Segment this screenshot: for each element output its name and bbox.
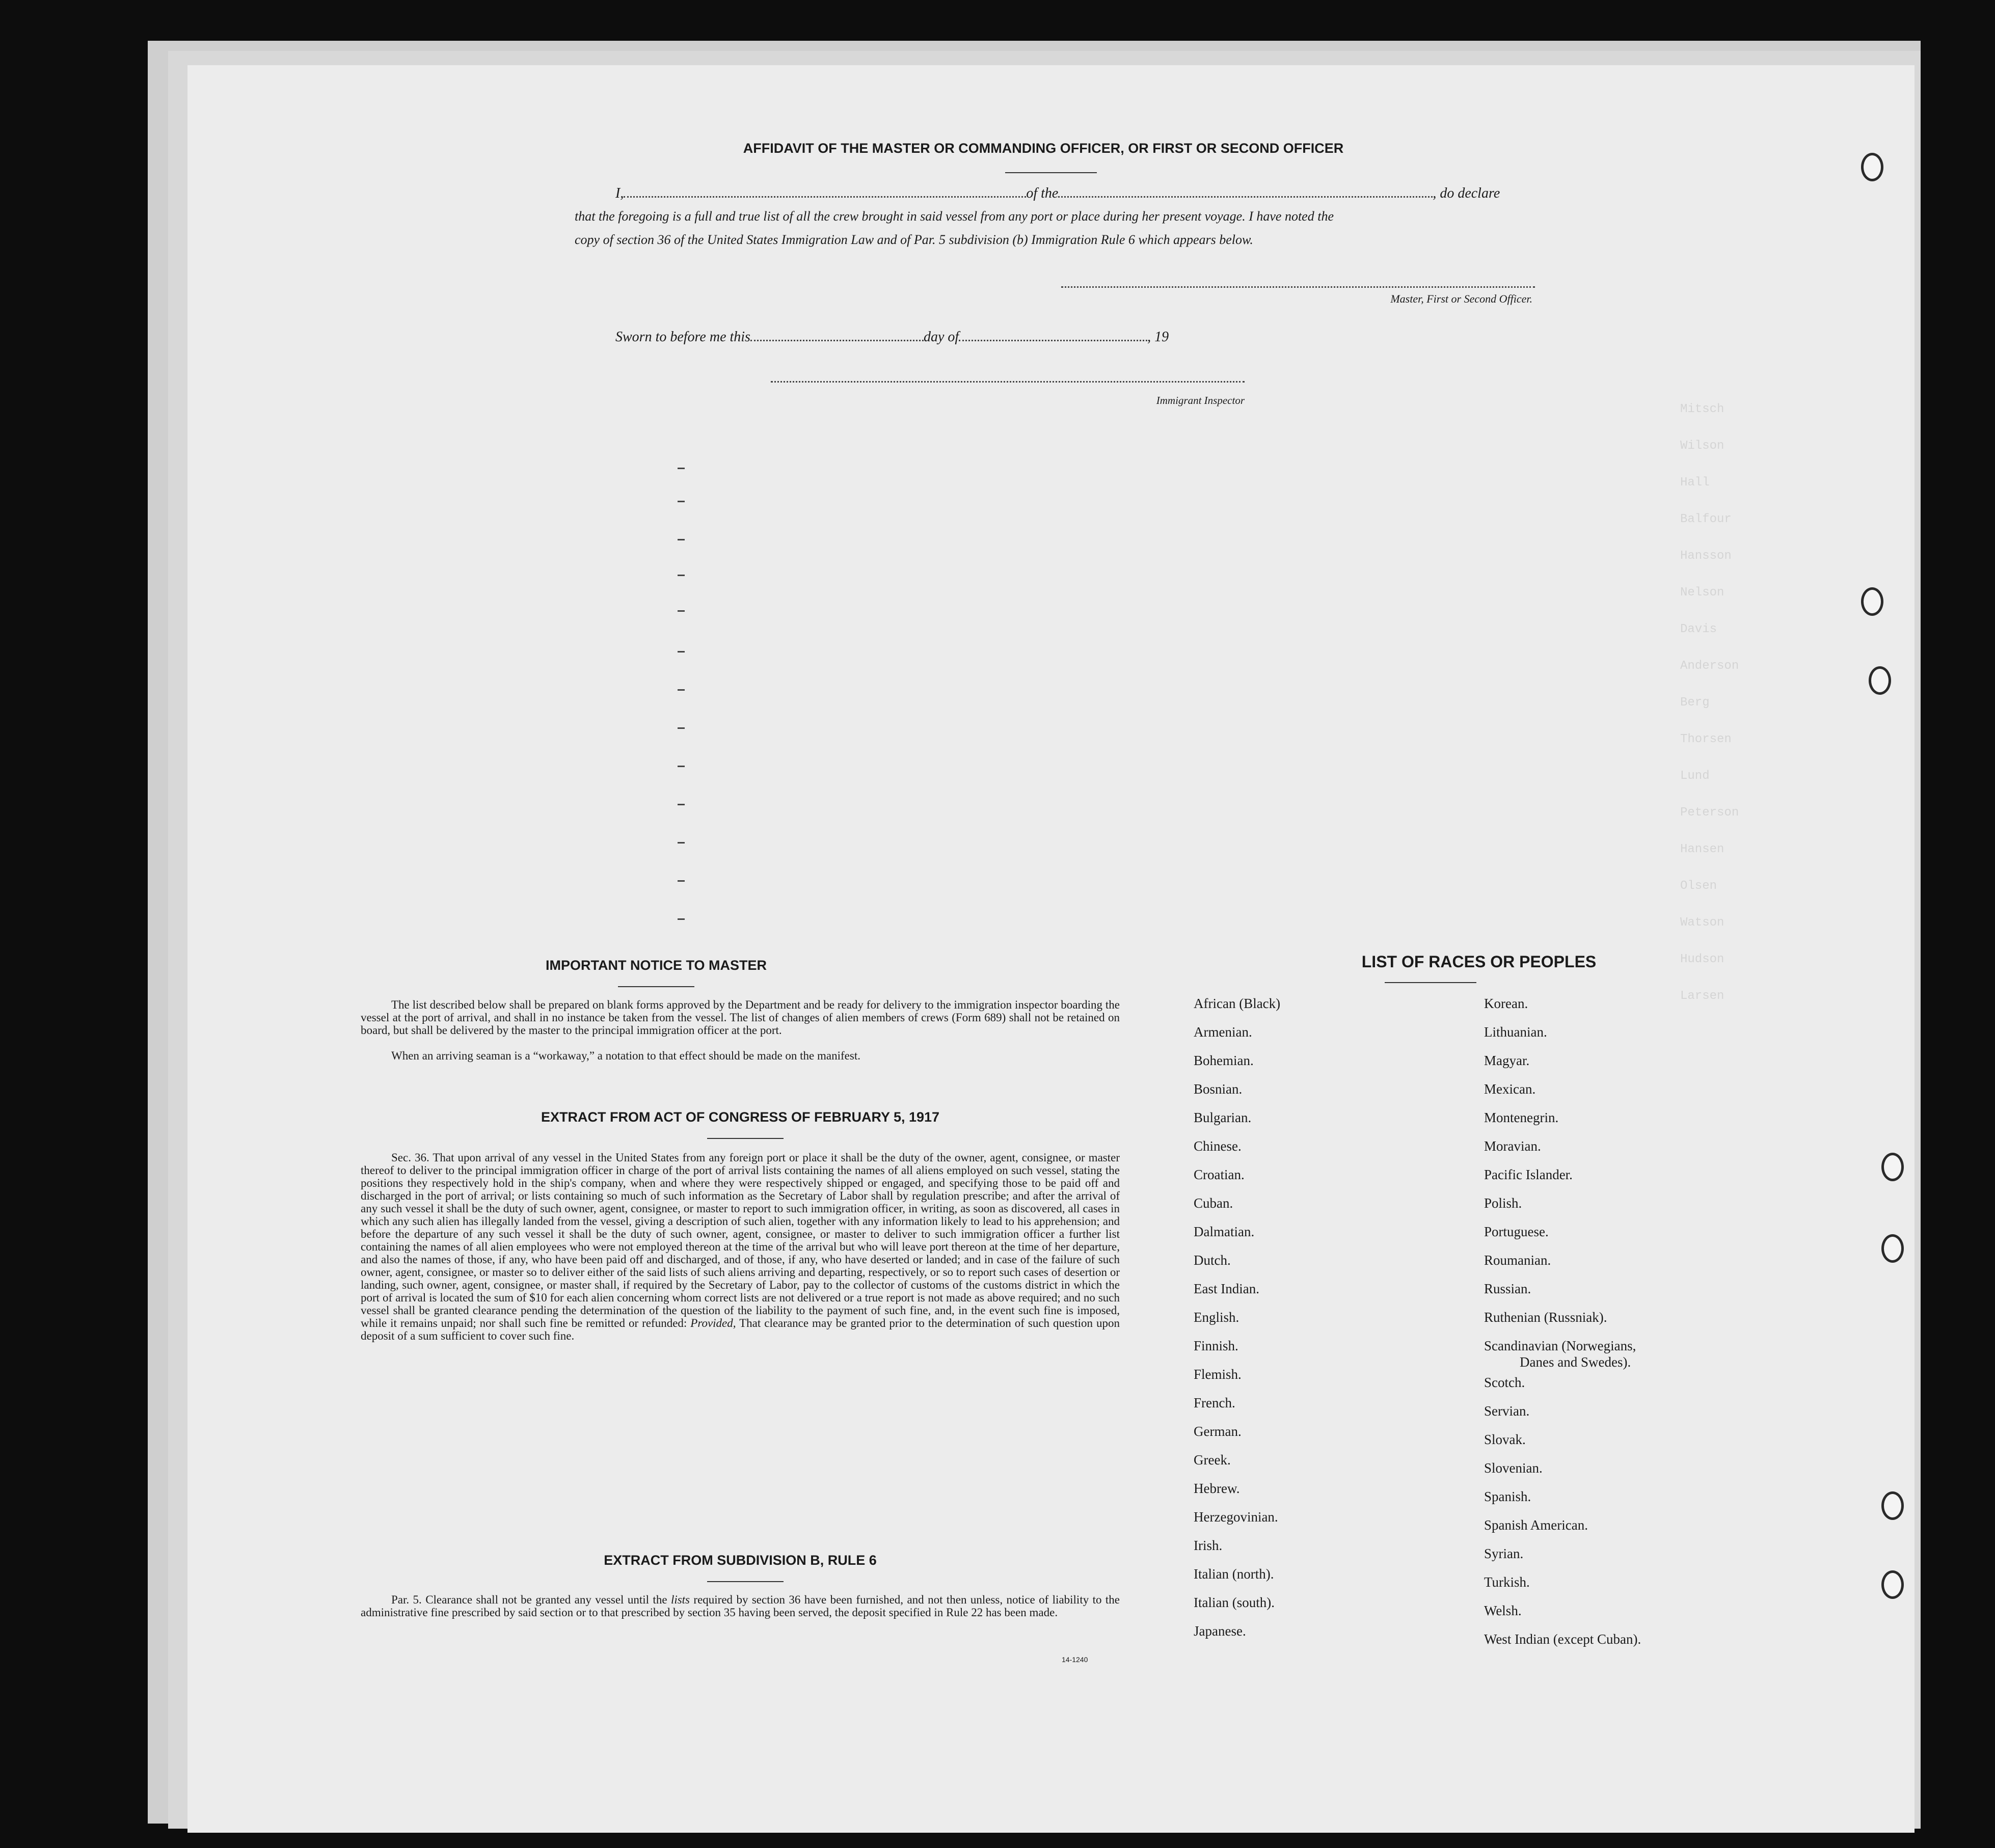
stray-mark (678, 766, 685, 767)
race-item: Cuban. (1194, 1195, 1233, 1211)
race-item: Slovenian. (1484, 1460, 1543, 1476)
notice-paragraph-2 (361, 1049, 1120, 1062)
extract-rule-text (361, 1593, 1120, 1619)
stray-mark (678, 539, 685, 540)
race-item: Hebrew. (1194, 1481, 1240, 1496)
race-item: Ruthenian (Russniak). (1484, 1310, 1607, 1325)
race-item: Flemish. (1194, 1367, 1242, 1382)
race-item: Korean. (1484, 996, 1528, 1011)
sec-36-text: That upon arrival of any vessel in the United States from any foreign port or place it shall be the duty of the owner, agent, consignee, or master thereof to deliver to the principal immigration officer in charge of the port of arrival lists containing the names of all aliens employed on such vessel, stating the positions they respectively hold in the ship's company, when and where they were respectively shipped or engaged, and specifying those to be paid off and discharged in the port of arrival; or lists containing so much of such information as the Secretary of Labor shall by regulation prescribe; and after the arrival of any such vessel it shall be the duty of such owner, agent, consignee, or master to report to such immigration officer, in writing, as soon as discovered, all cases in which any such alien has illegally landed from the vessel, giving a description of such alien, together with any information likely to lead to his apprehension; and before the departure of any such vessel it shall be the duty of such owner, agent, consignee, or master to deliver to such immigration officer a further list containing the names of all alien employees who were not employed thereon at the time of the arrival but who will leave port thereon at the time of her departure, and also the names of those, if any, who have been paid off and discharged, and of those, if any, who have deserted or landed; and in case of the failure of such owner, agent, consignee, or master so to deliver either of the said lists of such aliens arriving and departing, respectively, or so to report such cases of desertion or landing, such owner, agent, consignee, or master shall, if required by the Secretary of Labor, pay to the collector of customs of the customs district in which the port of arrival is located the sum of $10 for each alien concerning whom correct lists are not delivered or a true report is not made as above required; and no such vessel shall be granted clearance pending the determination of the question of the liability to the payment of such fine, and, in the event such fine is imposed, while it remains unpaid; nor shall such fine be remitted or refunded: (361, 1151, 1120, 1329)
race-item: Dalmatian. (1194, 1224, 1255, 1239)
race-item: Chinese. (1194, 1138, 1242, 1154)
affidavit-line3: copy of section 36 of the United States Immigration Law and of Par. 5 subdivision (b) Immigration Rule 6 which appears below. (575, 232, 1253, 247)
sworn-line (615, 329, 1169, 345)
race-item: Scotch. (1484, 1375, 1525, 1390)
inspector-signature-field[interactable] (771, 381, 1245, 383)
i-label: I, (615, 185, 624, 201)
year-label: , 19 (1147, 329, 1169, 345)
sec-36-text-end: That clearance may be granted prior to the determination of such question upon deposit of a sum sufficient to cover such fine. (361, 1317, 1120, 1342)
race-item: Turkish. (1484, 1574, 1530, 1590)
affidavit-line1 (615, 185, 1731, 202)
stray-mark (678, 501, 685, 502)
inspector-caption: Immigrant Inspector (1156, 394, 1245, 406)
stray-mark (678, 804, 685, 805)
extract-rule-rule (707, 1581, 784, 1582)
name-field[interactable] (624, 196, 1026, 198)
sworn-label: Sworn to before me this (615, 329, 750, 345)
race-item: Moravian. (1484, 1138, 1541, 1154)
of-the-label: of the (1026, 185, 1059, 201)
race-item: Croatian. (1194, 1167, 1245, 1182)
extract-act-text (361, 1151, 1120, 1342)
race-item: Polish. (1484, 1195, 1522, 1211)
notice-p1: The list described below shall be prepared on blank forms approved by the Department and be ready for delivery to the immigration inspector boarding the vessel at the port of arrival, and shall in no instance be taken from the vessel. The list of changes of alien members of crews (Form 689) shall not be retained on board, but shall be delivered by the master to the principal immigration officer at the port. (361, 998, 1120, 1037)
binder-hole (1861, 153, 1883, 181)
stray-mark (678, 689, 685, 691)
rule-text-b: required by section 36 have been furnished, and not then unless, notice of liability to the administrative fine prescribed by said section or to that prescribed by section 35 having been served, the deposit specified in Rule 22 has been made. (361, 1593, 1120, 1619)
binder-hole (1869, 666, 1891, 695)
stray-mark (678, 880, 685, 882)
binder-hole (1861, 587, 1883, 616)
extract-rule-title: EXTRACT FROM SUBDIVISION B, RULE 6 (604, 1553, 877, 1568)
race-item: Spanish American. (1484, 1517, 1588, 1533)
stray-mark (678, 468, 685, 469)
race-item: Montenegrin. (1484, 1110, 1559, 1125)
race-item: Dutch. (1194, 1253, 1231, 1268)
race-item: Spanish. (1484, 1489, 1531, 1504)
vessel-field[interactable] (1058, 196, 1433, 198)
race-item: West Indian (except Cuban). (1484, 1632, 1641, 1647)
stray-mark (678, 575, 685, 576)
race-item: Japanese. (1194, 1623, 1246, 1639)
race-item: Finnish. (1194, 1338, 1238, 1353)
race-item: German. (1194, 1424, 1242, 1439)
day-of-label: day of (923, 329, 959, 345)
race-item: Lithuanian. (1484, 1024, 1547, 1040)
stray-mark (678, 727, 685, 729)
race-item: Slovak. (1484, 1432, 1526, 1447)
stray-mark (678, 610, 685, 612)
extract-act-rule (707, 1138, 784, 1139)
sec-label: Sec. 36. (391, 1151, 429, 1164)
master-caption: Master, First or Second Officer. (1390, 292, 1532, 305)
race-item: Armenian. (1194, 1024, 1252, 1040)
race-item: Mexican. (1484, 1081, 1536, 1097)
affidavit-line2: that the foregoing is a full and true list of all the crew brought in said vessel from any port or place during her present voyage. I have noted the (575, 209, 1334, 224)
notice-title: IMPORTANT NOTICE TO MASTER (546, 958, 767, 973)
master-signature-field[interactable] (1061, 286, 1535, 288)
race-item: Irish. (1194, 1538, 1223, 1553)
race-item: English. (1194, 1310, 1239, 1325)
form-page (187, 65, 1915, 1833)
provided-label: Provided, (690, 1317, 736, 1329)
races-column-2 (1484, 989, 1800, 1653)
binder-hole (1881, 1570, 1904, 1599)
race-item: Servian. (1484, 1403, 1530, 1419)
race-item: Syrian. (1484, 1546, 1524, 1561)
notice-paragraph-1 (361, 998, 1120, 1037)
sworn-day-field[interactable] (750, 340, 924, 341)
race-item: Pacific Islander. (1484, 1167, 1573, 1182)
races-column-1 (1194, 989, 1479, 1645)
races-title: LIST OF RACES OR PEOPLES (1361, 953, 1597, 971)
stray-mark (678, 918, 685, 920)
race-item: Italian (south). (1194, 1595, 1275, 1610)
sworn-month-field[interactable] (959, 340, 1147, 341)
race-item: African (Black) (1194, 996, 1281, 1011)
notice-p2: When an arriving seaman is a “workaway,” a notation to that effect should be made on the manifest. (391, 1049, 860, 1062)
stray-mark (678, 842, 685, 844)
race-item: Portuguese. (1484, 1224, 1549, 1239)
binder-hole (1881, 1234, 1904, 1263)
stray-mark (678, 651, 685, 653)
race-item: Bohemian. (1194, 1053, 1254, 1068)
race-item: Herzegovinian. (1194, 1509, 1278, 1525)
notice-rule (618, 986, 694, 987)
bleed-through-text: Mitsch Wilson Hall Balfour Hansson Nelson Davis Anderson Berg Thorsen Lund Peterson Hansen Olsen Watson Hudson Larsen (1680, 402, 1739, 1003)
binder-hole (1881, 1491, 1904, 1520)
lists-word: lists (670, 1593, 690, 1606)
race-item: Roumanian. (1484, 1253, 1551, 1268)
race-item: Italian (north). (1194, 1566, 1274, 1582)
rule-text-a: Par. 5. Clearance shall not be granted any vessel until the (391, 1593, 667, 1606)
title-rule (1005, 172, 1097, 173)
race-item: Magyar. (1484, 1053, 1530, 1068)
race-item: Bulgarian. (1194, 1110, 1252, 1125)
race-item: East Indian. (1194, 1281, 1259, 1296)
affidavit-title: AFFIDAVIT OF THE MASTER OR COMMANDING OFFICER, OR FIRST OR SECOND OFFICER (743, 141, 1344, 156)
race-item: French. (1194, 1395, 1235, 1410)
extract-act-title: EXTRACT FROM ACT OF CONGRESS OF FEBRUARY 5, 1917 (541, 1109, 940, 1125)
race-item: Scandinavian (Norwegians, (1484, 1338, 1636, 1353)
race-item: Welsh. (1484, 1603, 1522, 1618)
do-declare-label: , do declare (1433, 185, 1500, 201)
race-item-continuation: Danes and Swedes). (1520, 1354, 1631, 1370)
race-item: Greek. (1194, 1452, 1231, 1467)
races-rule (1385, 982, 1476, 983)
race-item: Bosnian. (1194, 1081, 1243, 1097)
binder-hole (1881, 1153, 1904, 1181)
race-item: Russian. (1484, 1281, 1531, 1296)
form-number: 14-1240 (1062, 1655, 1088, 1664)
